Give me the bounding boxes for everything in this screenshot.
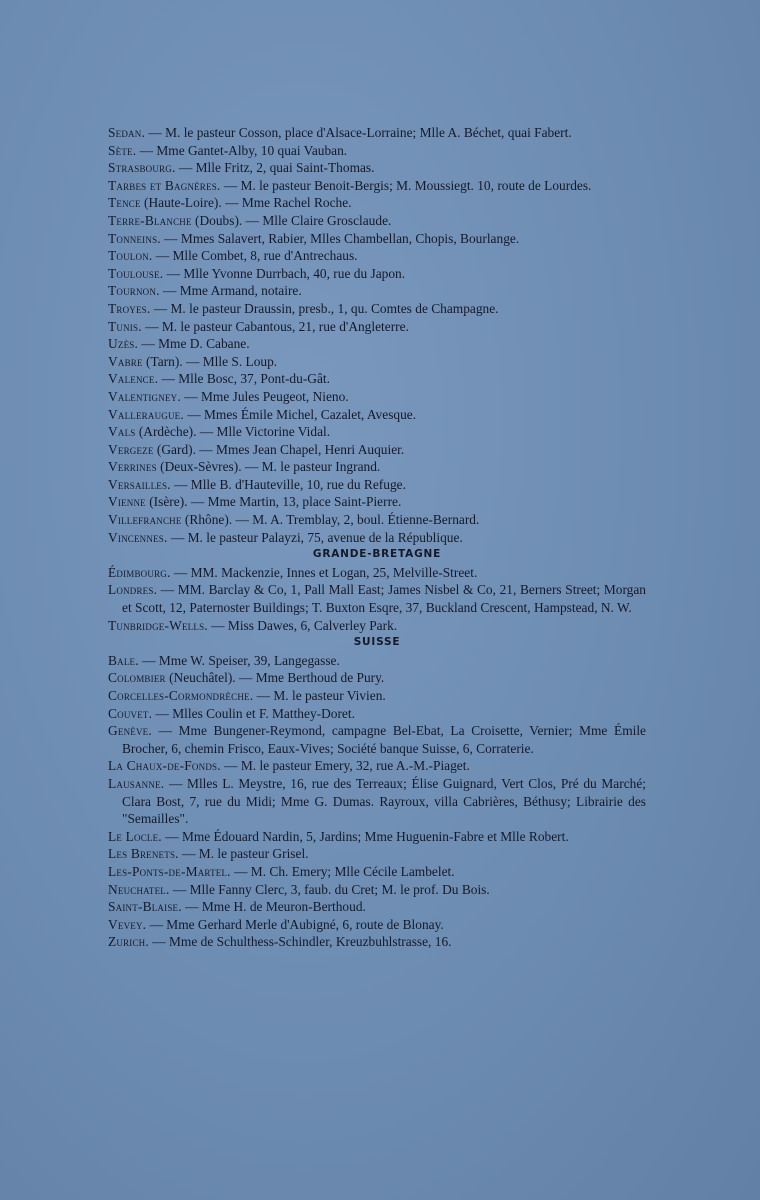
directory-entry [108,212,646,230]
entry-text: — Mlle Fritz, 2, quai Saint-Thomas. [175,160,375,176]
directory-entry [108,722,646,757]
directory-entry [108,300,646,318]
place-name: Saint-Blaise. [108,899,182,915]
directory-entry [108,458,646,476]
entry-text: (Isère). — Mme Martin, 13, place Saint-Pierre. [145,494,402,510]
entry-text: — M. le pasteur Grisel. [178,846,309,862]
entry-text: — Mme Armand, notaire. [159,283,302,299]
entry-text: — Mme Gantet-Alby, 10 quai Vauban. [136,142,348,158]
place-name: Tournon. [108,283,160,299]
entry-text: — Mlle B. d'Hauteville, 10, rue du Refuge. [170,476,406,492]
directory-entry [108,581,646,616]
entry-text: — Mmes Émile Michel, Cazalet, Avesque. [183,406,417,422]
entry-text: — MM. Barclay & Co, 1, Pall Mall East; James Nisbel & Co, 21, Berners Street; Morgan et Scott, 12, Paternoster Buildings; T. Buxton Esqre, 37, Buckland Crescent, Hampstead, N. W. [122,582,646,616]
place-name: Vienne [108,494,146,510]
place-name: Valentigney. [108,388,181,404]
directory-entry [108,194,646,212]
entry-text: — M. le pasteur Draussin, presb., 1, qu. Comtes de Champagne. [150,300,499,316]
directory-entry [108,863,646,881]
directory-entry [108,423,646,441]
directory-entry [108,370,646,388]
place-name: Sète. [108,142,137,158]
directory-entry [108,845,646,863]
place-name: Toulouse. [108,265,164,281]
place-name: Vevey. [108,916,147,932]
place-name: Strasbourg. [108,160,176,176]
directory-entry [108,881,646,899]
place-name: Valence. [108,371,159,387]
entry-text: — Mme H. de Meuron-Berthoud. [181,899,366,915]
directory-entry [108,159,646,177]
directory-entry [108,933,646,951]
place-name: Vals [108,424,136,440]
place-name: Neuchatel. [108,881,170,897]
entry-text: — Mme Édouard Nardin, 5, Jardins; Mme Huguenin-Fabre et Mlle Robert. [161,828,569,844]
directory-entry [108,898,646,916]
place-name: Vincennes. [108,529,168,545]
entry-text: — Mmes Salavert, Rabier, Mlles Chambellan, Chopis, Bourlange. [160,230,520,246]
directory-entry [108,318,646,336]
place-name: Tunbridge-Wells. [108,617,208,633]
entry-text: — Mlle Combet, 8, rue d'Antrechaus. [152,248,358,264]
place-name: Tarbes et Bagnères. [108,177,221,193]
entry-text: — M. le pasteur Palayzi, 75, avenue de la République. [167,529,463,545]
entry-text: (Neuchâtel). — Mme Berthoud de Pury. [165,670,385,686]
place-name: Tence [108,195,141,211]
directory-entry [108,441,646,459]
entry-text: — M. Ch. Emery; Mlle Cécile Lambelet. [230,863,455,879]
directory-entry [108,282,646,300]
directory-entry [108,828,646,846]
place-name: Troyes. [108,300,151,316]
directory-entry [108,388,646,406]
directory-entry [108,652,646,670]
place-name: Lausanne. [108,775,165,791]
place-name: Le Locle. [108,828,162,844]
directory-entry [108,916,646,934]
directory-entry [108,669,646,687]
entry-text: (Ardèche). — Mlle Victorine Vidal. [135,424,331,440]
place-name: Toulon. [108,248,153,264]
entry-text: — Mlles Coulin et F. Matthey-Doret. [152,705,355,721]
entry-text: — MM. Mackenzie, Innes et Logan, 25, Melville-Street. [170,564,478,580]
entry-text: — Mme D. Cabane. [138,336,250,352]
entry-text: — Mlle Bosc, 37, Pont-du-Gât. [158,371,330,387]
place-name: Vabre [108,353,143,369]
section-heading: GRANDE-BRETAGNE [312,548,442,561]
place-name: Zurich. [108,934,149,950]
directory-entry [108,757,646,775]
place-name: Tonneins. [108,230,161,246]
directory-entry [108,511,646,529]
entry-text: — M. le pasteur Cabantous, 21, rue d'Angleterre. [141,318,409,334]
entry-text: — Mme de Schulthess-Schindler, Kreuzbuhlstrasse, 16. [148,934,452,950]
directory-entry [108,230,646,248]
entry-text: — Mme W. Speiser, 39, Langegasse. [138,652,340,668]
place-name: Vergeze [108,441,154,457]
place-name: La Chaux-de-Fonds. [108,758,221,774]
directory-list [108,124,646,951]
place-name: Verrines [108,459,157,475]
entry-text: — Miss Dawes, 6, Calverley Park. [207,617,398,633]
directory-entry [108,705,646,723]
entry-text: — Mme Bungener-Reymond, campagne Bel-Ebat, La Croisette, Vernier; Mme Émile Brocher, 6, chemin Frisco, Eaux-Vives; Société banque Suisse, 6, Corraterie. [122,723,646,756]
entry-text: — M. le pasteur Benoit-Bergis; M. Moussiegt. 10, route de Lourdes. [220,177,592,193]
place-name: Édimbourg. [108,564,171,580]
directory-entry [108,247,646,265]
entry-text: — Mlles L. Meystre, 16, rue des Terreaux; Élise Guignard, Vert Clos, Pré du Marché; Clara Bost, 7, rue du Midi; Mme G. Dumas. Rayroux, villa Cabrières, Béthusy; Librairie des "Semailles". [122,775,646,827]
directory-entry [108,687,646,705]
place-name: Colombier [108,670,166,686]
place-name: Les-Ponts-de-Martel. [108,863,231,879]
place-name: Villefranche [108,512,182,528]
place-name: Uzès. [108,336,139,352]
directory-entry [108,493,646,511]
directory-entry [108,177,646,195]
directory-entry [108,335,646,353]
place-name: Terre-Blanche [108,212,192,228]
place-name: Les Brenets. [108,846,179,862]
directory-entry [108,142,646,160]
directory-entry [108,476,646,494]
entry-text: — M. le pasteur Cosson, place d'Alsace-Lorraine; Mlle A. Béchet, quai Fabert. [145,125,572,140]
directory-entry [108,775,646,828]
entry-text: — Mme Gerhard Merle d'Aubigné, 6, route de Blonay. [146,916,444,932]
section-heading: SUISSE [353,636,401,649]
entry-text: (Rhône). — M. A. Tremblay, 2, boul. Étienne-Bernard. [181,512,480,528]
place-name: Sedan. [108,125,145,140]
place-name: Corcelles-Cormondrèche. [108,688,254,703]
entry-text: — M. le pasteur Emery, 32, rue A.-M.-Piaget. [220,758,470,774]
directory-entry [108,564,646,582]
place-name: Genève. [108,723,152,739]
place-name: Valleraugue. [108,406,184,422]
place-name: Couvet. [108,705,153,721]
place-name: Tunis. [108,318,142,334]
directory-entry [108,529,646,547]
directory-entry [108,406,646,424]
entry-text: (Haute-Loire). — Mme Rachel Roche. [140,195,352,211]
place-name: Bale. [108,652,139,668]
entry-text: (Doubs). — Mlle Claire Grosclaude. [191,212,392,228]
entry-text: (Gard). — Mmes Jean Chapel, Henri Auquier. [153,441,405,457]
place-name: Londres. [108,582,158,598]
directory-entry [108,617,646,635]
place-name: Versailles. [108,476,171,492]
directory-entry [108,124,646,142]
entry-text: — Mlle Fanny Clerc, 3, faub. du Cret; M. le prof. Du Bois. [169,881,490,897]
entry-text: — M. le pasteur Vivien. [253,688,386,703]
entry-text: (Deux-Sèvres). — M. le pasteur Ingrand. [156,459,381,475]
directory-entry [108,353,646,371]
entry-text: (Tarn). — Mlle S. Loup. [142,353,278,369]
entry-text: — Mme Jules Peugeot, Nieno. [180,388,349,404]
entry-text: — Mlle Yvonne Durrbach, 40, rue du Japon. [163,265,406,281]
directory-entry [108,265,646,283]
